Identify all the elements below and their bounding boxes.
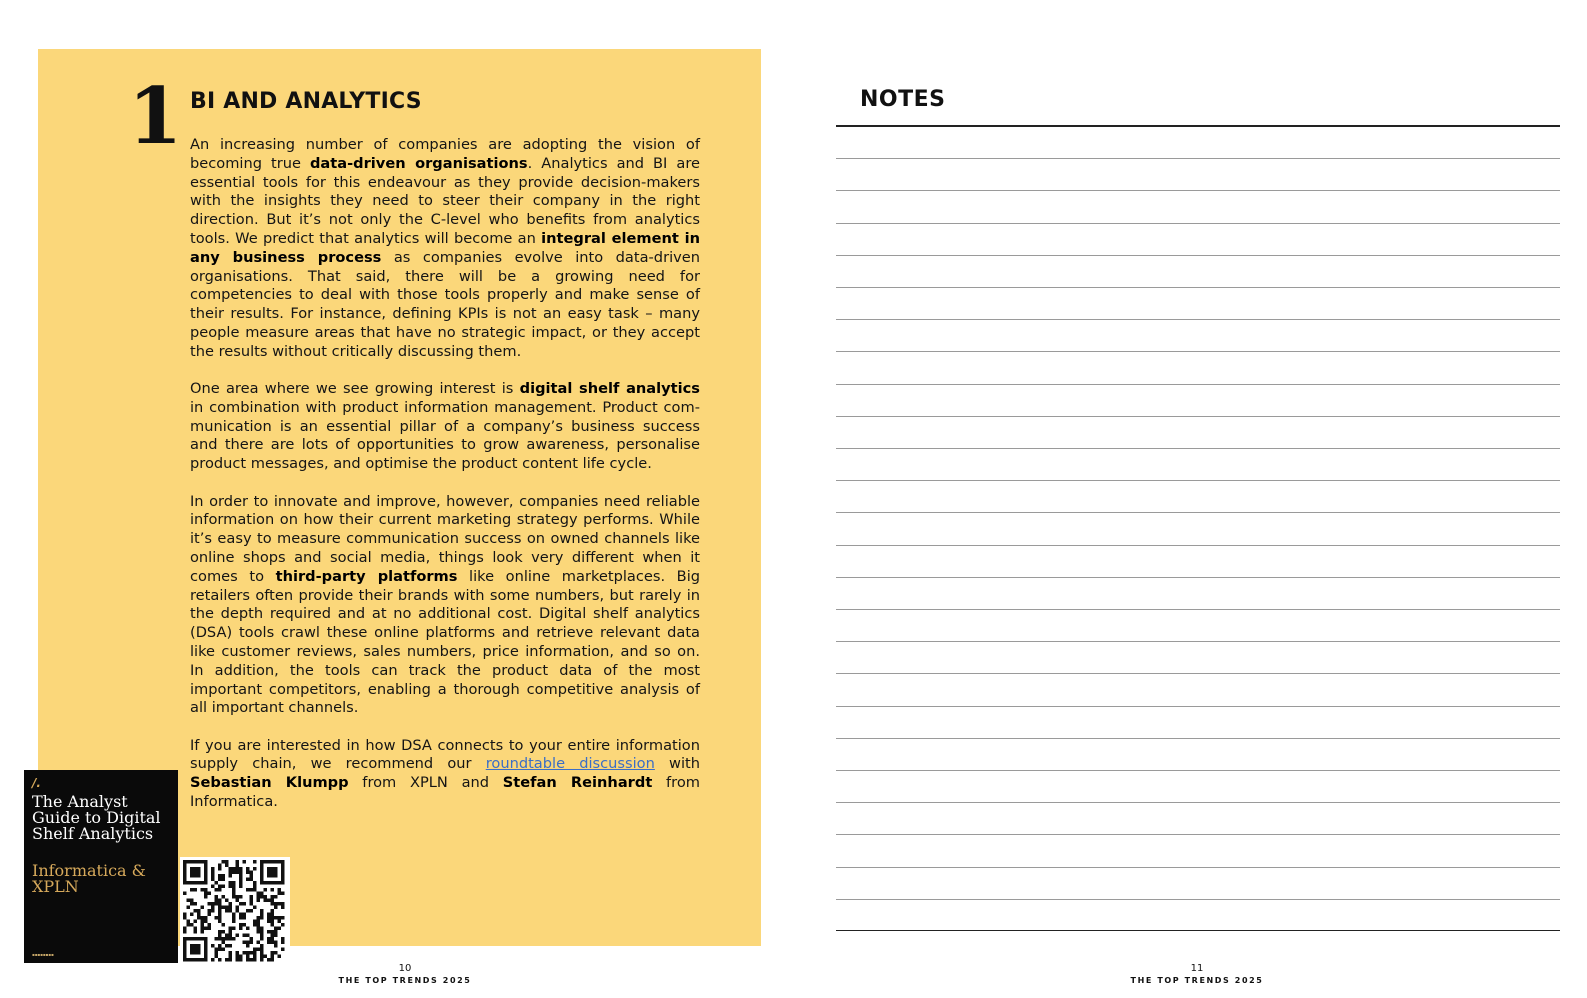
note-line	[836, 609, 1560, 610]
note-line	[836, 899, 1560, 900]
text-run: . Analytics and BI are essential tools for this endeavour as they provide decision-makers with the insights they need to steer their company in the right direction. But it’s not only the C-level who benefits from analytics tools. We predict that analytics will become an	[190, 154, 700, 247]
note-line	[836, 351, 1560, 352]
note-line	[836, 834, 1560, 835]
text-run: from Informatica.	[190, 774, 700, 810]
qr-code-icon[interactable]	[180, 857, 290, 965]
roundtable-discussion-link[interactable]: roundtable discussion	[485, 755, 655, 773]
section-title: BI AND ANALYTICS	[190, 89, 422, 114]
text-run: in combination with product information management. Product communication is an essential pillar of a company’s business success and there are lots of opportunities to grow awareness, personalise product messages, and optimise the product content life cycle.	[190, 398, 700, 473]
book-title: The Analyst Guide to Digital Shelf Analytics	[32, 792, 161, 843]
text-run: One area where we see growing interest is	[190, 380, 520, 398]
note-line	[836, 641, 1560, 642]
text-run: An increasing number of companies are adopting the vision of becoming true	[190, 136, 700, 172]
note-line	[836, 512, 1560, 513]
text-run: with	[654, 755, 700, 773]
notes-title: NOTES	[860, 87, 946, 112]
note-line	[836, 448, 1560, 449]
paragraph-3	[190, 493, 700, 719]
text-run: If you are interested in how DSA connects to your entire information supply chain, we recommend our	[190, 736, 700, 773]
note-line	[836, 545, 1560, 546]
emphasis-text: digital shelf analytics	[519, 380, 700, 398]
slash-logo-icon: /.	[32, 776, 41, 790]
section-number: 1	[128, 71, 183, 162]
note-line	[836, 802, 1560, 803]
publication-name: THE TOP TRENDS 2025	[338, 976, 472, 985]
emphasis-text: Stefan Reinhardt	[502, 774, 653, 792]
note-line	[836, 223, 1560, 224]
note-line	[836, 319, 1560, 320]
note-line	[836, 416, 1560, 417]
note-line	[836, 287, 1560, 288]
note-line	[836, 190, 1560, 191]
publication-name: THE TOP TRENDS 2025	[1130, 976, 1264, 985]
text-run: as companies evolve into data-driven organisations. That said, there will be a growing need for competencies to deal with those tools properly and make sense of their results. For instance, defining KPIs is not an easy task – many people measure areas that have no strategic impact, or they accept the results without critically discussing them.	[190, 248, 700, 360]
paragraph-4	[190, 737, 700, 812]
emphasis-text: integral element in any business process	[190, 229, 700, 266]
right-page-footer	[1097, 963, 1297, 987]
note-line	[836, 255, 1560, 256]
article-body	[190, 136, 700, 830]
qr-code-graphic	[180, 857, 290, 965]
text-run: like online marketplaces. Big retailers often provide their brands with some numbers, but rarely in the depth required and at no additional cost. Digital shelf analytics (DSA) tools crawl these online platforms and retrieve relevant data like customer reviews, sales numbers, price information, and so on. In addition, the tools can track the product data of the most important competitors, enabling a thorough competitive analysis of all important channels.	[190, 567, 701, 717]
note-line	[836, 867, 1560, 868]
text-run: In order to innovate and improve, however, companies need reliable information on how their current marketing strategy performs. While it’s easy to measure communication success on owned channels like online shops and social media, things look very different when it comes to	[190, 492, 700, 585]
paragraph-1	[190, 136, 700, 362]
emphasis-text: data-driven organisations	[309, 154, 528, 172]
note-line	[836, 480, 1560, 481]
note-line	[836, 706, 1560, 707]
note-line	[836, 158, 1560, 159]
note-line	[836, 770, 1560, 771]
text-run: from XPLN and	[348, 774, 503, 792]
emphasis-text: Sebastian Klumpp	[190, 774, 349, 792]
note-line	[836, 384, 1560, 385]
note-line	[836, 577, 1560, 578]
note-line	[836, 738, 1560, 739]
book-cover-image[interactable]	[24, 770, 178, 963]
book-footnote-mark: ▪▪▪▪▪▪▪▪	[32, 952, 54, 957]
paragraph-2	[190, 380, 700, 474]
book-subtitle: Informatica & XPLN	[32, 861, 146, 896]
page-number: 10	[398, 963, 412, 974]
note-line	[836, 673, 1560, 674]
page-number: 11	[1190, 963, 1204, 974]
notes-lined-area[interactable]	[836, 125, 1560, 931]
left-page-footer	[305, 963, 505, 987]
emphasis-text: third-party platforms	[275, 567, 458, 585]
